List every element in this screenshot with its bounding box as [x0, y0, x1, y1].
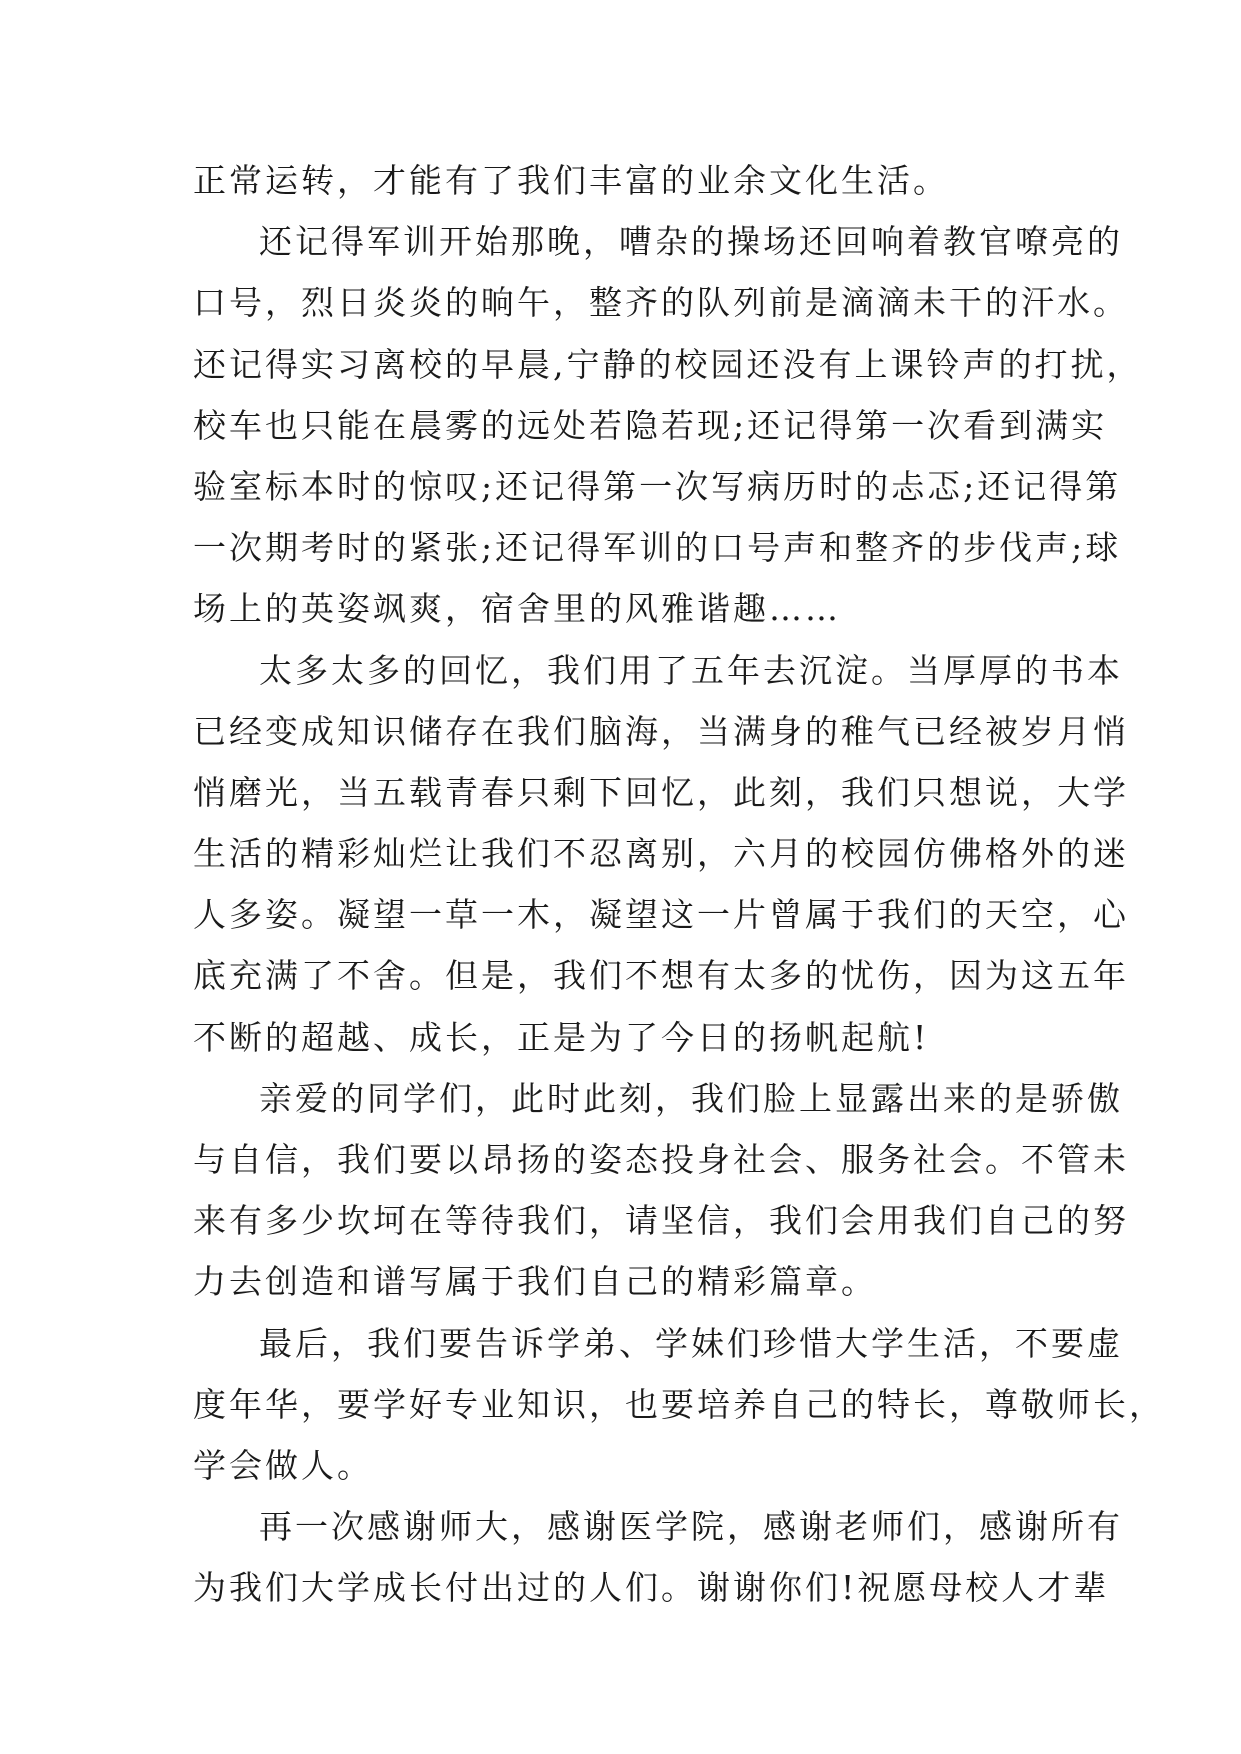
text-line: 力去创造和谱写属于我们自己的精彩篇章。: [193, 1262, 877, 1302]
text-line: 为我们大学成长付出过的人们。谢谢你们!祝愿母校人才辈: [193, 1568, 1110, 1608]
text-line: 与自信，我们要以昂扬的姿态投身社会、服务社会。不管未: [193, 1140, 1129, 1179]
text-line: 还记得军训开始那晚，嘈杂的操场还回响着教官嘹亮的: [259, 222, 1123, 262]
text-line: 来有多少坎坷在等待我们，请坚信，我们会用我们自己的努: [193, 1201, 1129, 1241]
text-line: 度年华，要学好专业知识，也要培养自己的特长，尊敬师长，: [193, 1384, 1165, 1424]
text-line: 悄磨光，当五载青春只剩下回忆，此刻，我们只想说，大学: [193, 772, 1129, 812]
text-line: 生活的精彩灿烂让我们不忍离别，六月的校园仿佛格外的迷: [193, 834, 1129, 874]
text-line: 人多姿。凝望一草一木，凝望这一片曾属于我们的天空，心: [193, 895, 1129, 935]
text-line: 亲爱的同学们，此时此刻，我们脸上显露出来的是骄傲: [259, 1078, 1123, 1118]
text-line: 正常运转，才能有了我们丰富的业余文化生活。: [193, 161, 949, 200]
document-body: [193, 150, 1165, 1619]
text-line: 最后，我们要告诉学弟、学妹们珍惜大学生活，不要虚: [259, 1323, 1123, 1363]
text-line: 校车也只能在晨雾的远处若隐若现;还记得第一次看到满实: [193, 405, 1108, 445]
text-line: 已经变成知识储存在我们脑海，当满身的稚气已经被岁月悄: [193, 711, 1129, 751]
text-line: 学会做人。: [193, 1445, 373, 1485]
text-line: 底充满了不舍。但是，我们不想有太多的忧伤，因为这五年: [193, 956, 1129, 996]
text-line: 不断的超越、成长，正是为了今日的扬帆起航!: [193, 1017, 930, 1057]
text-line: 验室标本时的惊叹;还记得第一次写病历时的忐忑;还记得第: [193, 466, 1122, 506]
text-line: 再一次感谢师大，感谢医学院，感谢老师们，感谢所有: [259, 1507, 1123, 1547]
text-line: 口号，烈日炎炎的晌午，整齐的队列前是滴滴未干的汗水。: [193, 283, 1129, 323]
text-line: 场上的英姿飒爽，宿舍里的风雅谐趣……: [193, 589, 841, 629]
text-line: 一次期考时的紧张;还记得军训的口号声和整齐的步伐声;球: [193, 528, 1122, 568]
text-line: 还记得实习离校的早晨,宁静的校园还没有上课铃声的打扰，: [193, 344, 1143, 384]
text-line: 太多太多的回忆，我们用了五年去沉淀。当厚厚的书本: [259, 650, 1123, 690]
